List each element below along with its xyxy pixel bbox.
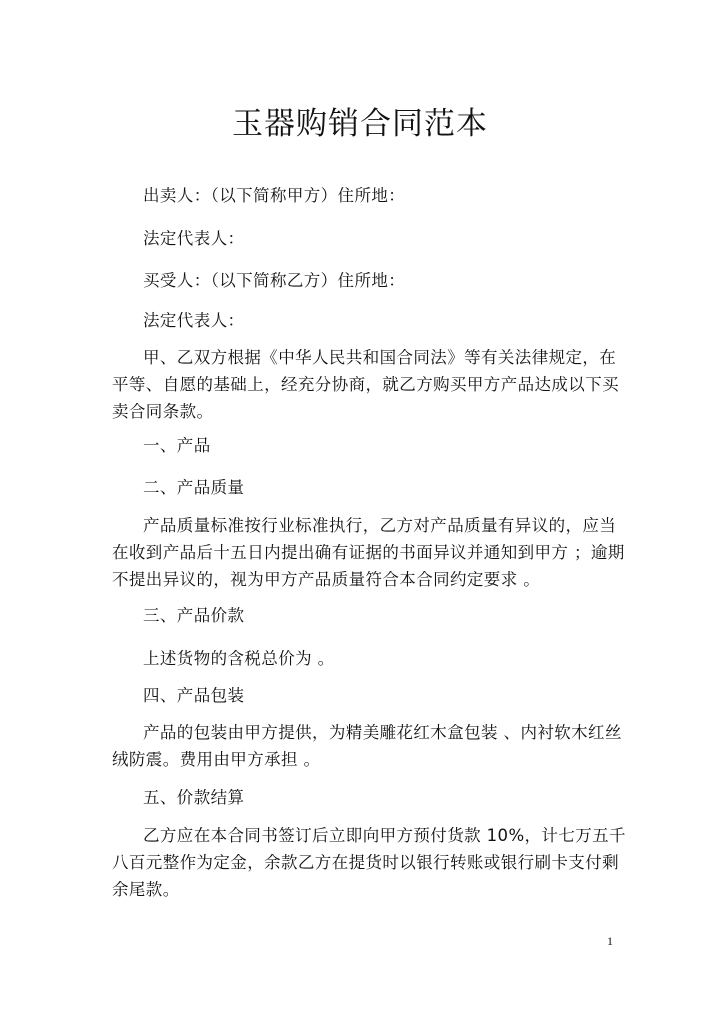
paragraph: [112, 788, 632, 815]
paragraph-line: 不提出异议的，视为甲方产品质量符合本合同约定要求 。: [112, 570, 541, 589]
paragraph: [112, 649, 632, 676]
paragraph-line: 上述货物的含税总价为 。: [143, 649, 335, 668]
paragraph-line: 绒防震。费用由甲方承担 。: [112, 750, 321, 769]
paragraph-line: 余尾款。: [112, 880, 180, 899]
paragraph: [112, 686, 632, 713]
paragraph-line: 乙方应在本合同书签订后立即向甲方预付货款 10%，计七万五千: [143, 826, 626, 845]
document-title: 玉器购销合同范本: [232, 106, 488, 142]
paragraph: [112, 436, 632, 463]
paragraph: [112, 478, 632, 505]
paragraph-line: 平等、自愿的基础上，经充分协商，就乙方购买甲方产品达成以下买: [112, 375, 619, 394]
paragraph-line: 三、产品价款: [143, 606, 245, 625]
paragraph-line: 法定代表人：: [143, 311, 245, 330]
paragraph-line: 八百元整作为定金，余款乙方在提货时以银行转账或银行刷卡支付剩: [112, 853, 619, 872]
paragraph-line: 五、价款结算: [143, 788, 245, 807]
paragraph: [112, 311, 632, 338]
paragraph-line: 买受人：（以下简称乙方）住所地：: [143, 271, 406, 290]
paragraph: [112, 723, 632, 777]
paragraph-line: 法定代表人：: [143, 229, 245, 248]
paragraph: [112, 229, 632, 256]
paragraph: [112, 516, 632, 597]
paragraph-line: 甲、乙双方根据《中华人民共和国合同法》等有关法律规定，在: [143, 348, 617, 367]
paragraph-line: 一、产品: [143, 436, 211, 455]
paragraph: [112, 271, 632, 298]
paragraph: [112, 606, 632, 633]
paragraph-line: 在收到产品后十五日内提出确有证据的书面异议并通知到甲方 ；逾期: [112, 543, 625, 562]
paragraph: [112, 826, 632, 907]
paragraph-line: 二、产品质量: [143, 478, 245, 497]
page-number: 1: [607, 934, 613, 948]
paragraph-line: 出卖人：（以下简称甲方）住所地：: [143, 186, 406, 205]
paragraph: [112, 186, 632, 213]
paragraph-line: 卖合同条款。: [112, 402, 214, 421]
paragraph: [112, 348, 632, 429]
paragraph-line: 四、产品包装: [143, 686, 245, 705]
paragraph-line: 产品的包装由甲方提供，为精美雕花红木盒包装 、内衬软木红丝: [143, 723, 622, 742]
paragraph-line: 产品质量标准按行业标准执行，乙方对产品质量有异议的，应当: [143, 516, 617, 535]
